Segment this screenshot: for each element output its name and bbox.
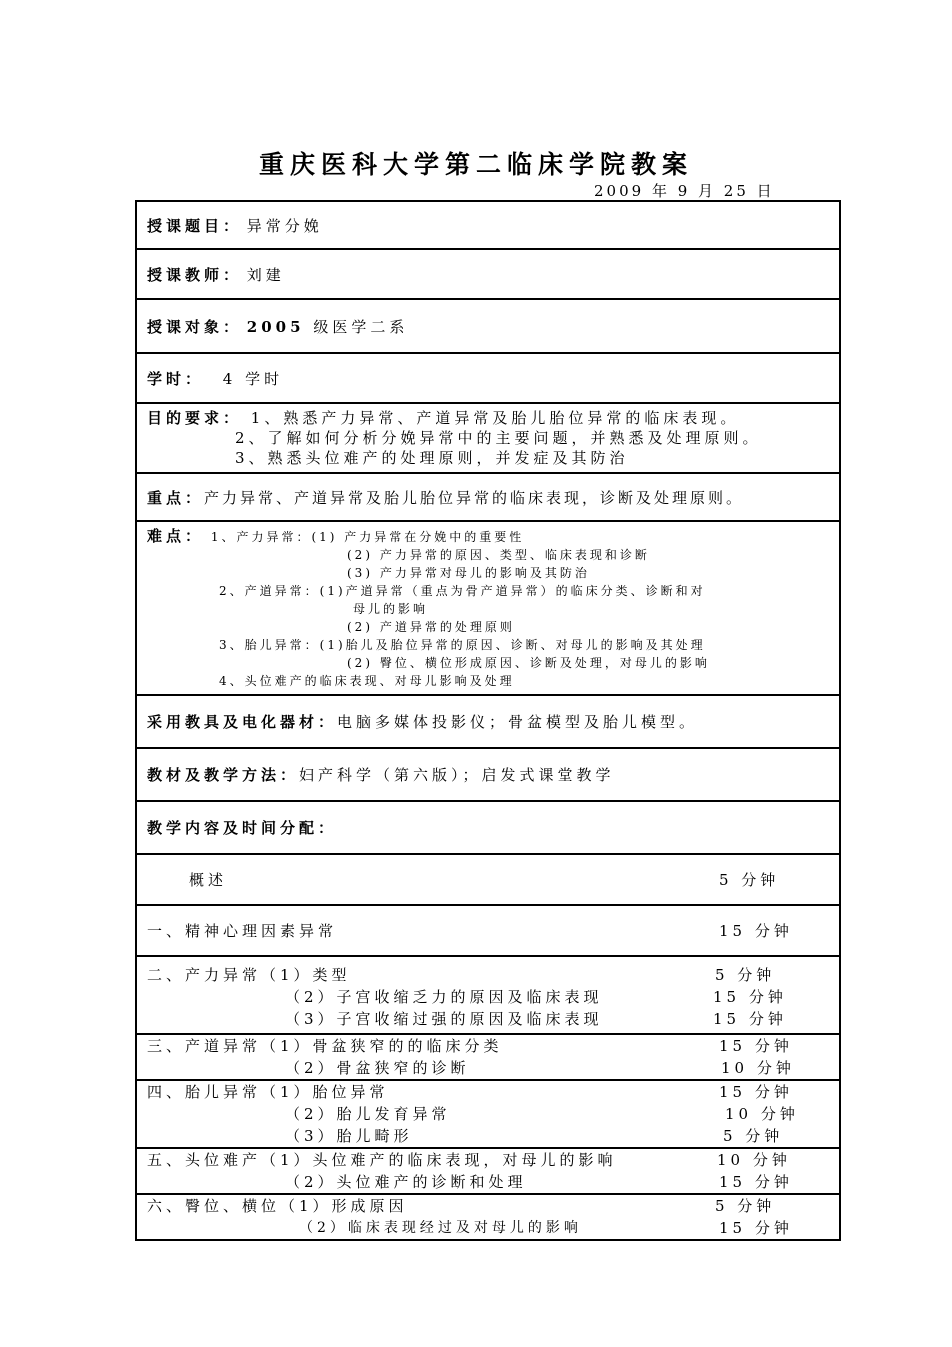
key-points-label: 重点：: [147, 488, 205, 507]
row-hours: [136, 353, 840, 403]
schedule-minutes: 15 分钟: [713, 1010, 787, 1028]
schedule-row: [136, 854, 840, 905]
difficulty-line: (3) 产力异常对母儿的影响及其防治: [347, 565, 590, 580]
schedule-minutes: 5 分钟: [719, 870, 780, 889]
objective-line: 1、熟悉产力异常、产道异常及胎儿胎位异常的临床表现。: [250, 409, 740, 427]
schedule-minutes: 15 分钟: [719, 1219, 793, 1237]
difficulty-line: 2、产道异常：(1)产道异常（重点为骨产道异常）的临床分类、诊断和对: [219, 583, 706, 598]
schedule-row: [136, 1148, 840, 1194]
schedule-item: 五、头位难产（1）头位难产的临床表现，对母儿的影响: [147, 1151, 617, 1169]
row-schedule-heading: [136, 801, 840, 854]
equipment-value: 电脑多媒体投影仪；骨盆模型及胎儿模型。: [337, 713, 699, 731]
materials-label: 教材及教学方法：: [147, 766, 300, 784]
schedule-row: [136, 1080, 840, 1148]
schedule-item: 四、胎儿异常（1）胎位异常: [147, 1083, 389, 1101]
schedule-item: 六、臀位、横位（1）形成原因: [147, 1197, 408, 1215]
topic-value: 异常分娩: [246, 216, 323, 235]
schedule-heading: 教学内容及时间分配：: [147, 819, 338, 837]
objective-line: 3、熟悉头位难产的处理原则，并发症及其防治: [235, 449, 629, 467]
schedule-minutes: 5 分钟: [715, 966, 776, 984]
equipment-label: 采用教具及电化器材：: [147, 713, 338, 731]
objective-line: 2、了解如何分析分娩异常中的主要问题，并熟悉及处理原则。: [235, 429, 762, 447]
difficulty-line: 母儿的影响: [353, 601, 429, 616]
schedule-minutes: 10 分钟: [725, 1105, 799, 1123]
schedule-minutes: 5 分钟: [723, 1127, 784, 1145]
schedule-row: [136, 1194, 840, 1240]
difficulty-line: (2) 产道异常的处理原则: [347, 619, 515, 634]
teacher-value: 刘建: [246, 265, 285, 284]
materials-value: 妇产科学（第六版）；启发式课堂教学: [299, 766, 615, 784]
difficulties-label: 难点：: [147, 526, 205, 545]
row-equipment: [136, 695, 840, 748]
topic-label: 授课题目：: [147, 216, 243, 235]
row-objectives: [136, 403, 840, 473]
schedule-minutes: 15 分钟: [719, 921, 793, 940]
difficulty-line: 1、产力异常：(1) 产力异常在分娩中的重要性: [210, 529, 525, 544]
schedule-item: （2）头位难产的诊断和处理: [285, 1173, 527, 1191]
row-materials: [136, 748, 840, 801]
lesson-plan-table: [135, 200, 841, 1241]
objectives-label: 目的要求：: [147, 409, 243, 427]
teacher-label: 授课教师：: [147, 265, 243, 284]
schedule-row: [136, 1034, 840, 1080]
document-title: 重庆医科大学第二临床学院教案: [258, 150, 693, 179]
row-audience: [136, 299, 840, 353]
row-teacher: [136, 249, 840, 299]
difficulty-line: (2) 臀位、横位形成原因、诊断及处理，对母儿的影响: [347, 655, 710, 670]
audience-year: 2005: [246, 317, 305, 336]
difficulty-line: 3、胎儿异常：(1)胎儿及胎位异常的原因、诊断、对母儿的影响及其处理: [219, 637, 706, 652]
schedule-item: （2）胎儿发育异常: [285, 1105, 451, 1123]
audience-label: 授课对象：: [147, 317, 243, 336]
schedule-item: 一、精神心理因素异常: [147, 921, 338, 940]
schedule-minutes: 5 分钟: [715, 1197, 776, 1215]
schedule-minutes: 10 分钟: [721, 1059, 795, 1077]
hours-label: 学时：: [147, 369, 205, 388]
row-difficulties: [136, 521, 840, 695]
row-key-points: [136, 473, 840, 521]
schedule-item: 三、产道异常（1）骨盆狭窄的的临床分类: [147, 1037, 503, 1055]
difficulty-line: 4、头位难产的临床表现、对母儿影响及处理: [219, 673, 515, 688]
schedule-minutes: 15 分钟: [719, 1037, 793, 1055]
schedule-item: （3）胎儿畸形: [285, 1127, 413, 1145]
schedule-minutes: 15 分钟: [719, 1083, 793, 1101]
schedule-item: （2）骨盆狭窄的诊断: [285, 1059, 470, 1077]
schedule-item: 二、产力异常（1）类型: [147, 966, 351, 984]
schedule-item: （3）子宫收缩过强的原因及临床表现: [285, 1010, 603, 1028]
key-points-value: 产力异常、产道异常及胎儿胎位异常的临床表现，诊断及处理原则。: [204, 488, 745, 507]
difficulty-line: (2) 产力异常的原因、类型、临床表现和诊断: [347, 547, 650, 562]
schedule-minutes: 15 分钟: [719, 1173, 793, 1191]
schedule-item: （2）临床表现经过及对母儿的影响: [299, 1220, 582, 1236]
schedule-item: 概述: [189, 870, 228, 889]
schedule-minutes: 15 分钟: [713, 988, 787, 1006]
row-topic: [136, 201, 840, 249]
hours-value: 4 学时: [222, 369, 284, 388]
document-date: 2009 年 9 月 25 日: [594, 182, 775, 200]
schedule-row: [136, 956, 840, 1034]
schedule-row: [136, 905, 840, 956]
schedule-minutes: 10 分钟: [717, 1151, 791, 1169]
audience-value: 级医学二系: [304, 317, 409, 336]
schedule-item: （2）子宫收缩乏力的原因及临床表现: [285, 988, 603, 1006]
